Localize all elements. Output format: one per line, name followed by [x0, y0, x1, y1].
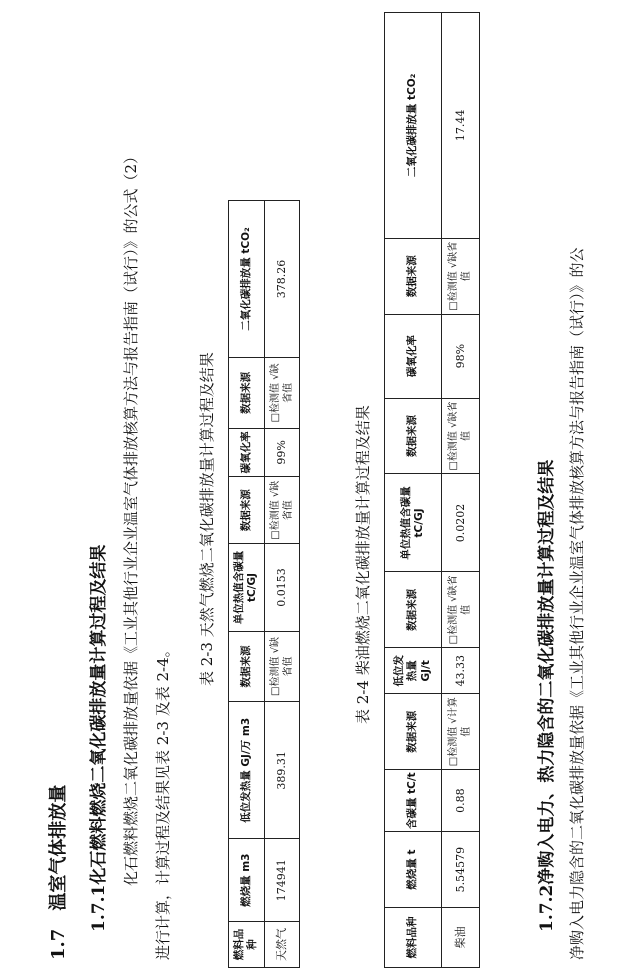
- table-cell: □检测值 √计算值: [441, 694, 479, 770]
- table-cell: □检测值 √缺省值: [264, 358, 299, 429]
- header-cell: 单位热值含碳量 tC/GJ: [229, 544, 265, 631]
- table-caption-natural-gas: 表 2-3 天然气燃烧二氧化碳排放量计算过程及结果: [198, 352, 216, 686]
- table-cell: □检测值 √缺省值: [441, 238, 479, 314]
- header-cell: 燃烧量 m3: [229, 839, 265, 922]
- diesel-emission-table: [384, 12, 480, 968]
- table-header-row: [229, 201, 265, 968]
- table-cell: □检测值 √缺省值: [441, 398, 479, 474]
- header-cell: 燃烧量 t: [385, 832, 442, 908]
- header-cell: 碳氧化率: [385, 314, 442, 398]
- table-cell: 98%: [441, 314, 479, 398]
- table-cell: 43.33: [441, 648, 479, 694]
- table-cell: 174941: [264, 839, 299, 922]
- paragraph-electricity: 净购入电力隐含的二氧化碳排放量依据《工业其他行业企业温室气体排放核算方法与报告指南（试行）》的公: [568, 247, 586, 960]
- table-caption-diesel: 表 2-4 柴油燃烧二氧化碳排放量计算过程及结果: [354, 405, 372, 724]
- table-cell: □检测值 √缺省值: [264, 631, 299, 702]
- header-cell: 燃料品种: [385, 908, 442, 968]
- table-cell: 5.54579: [441, 832, 479, 908]
- paragraph-line-1: 化石燃料燃烧二氧化碳排放量依据《工业其他行业企业温室气体排放核算方法与报告指南（试行）》的公式（2）: [122, 148, 140, 886]
- header-cell: 二氧化碳排放量 tCO₂: [229, 201, 265, 358]
- table-cell: 0.0202: [441, 474, 479, 572]
- header-cell: 数据来源: [385, 572, 442, 648]
- table-row: [264, 201, 299, 968]
- subsection-heading-electricity: 1.7.2净购入电力、热力隐含的二氧化碳排放量计算过程及结果: [537, 459, 557, 932]
- header-cell: 燃料品种: [229, 922, 265, 968]
- header-cell: 数据来源: [229, 476, 265, 543]
- table-cell: 389.31: [264, 702, 299, 839]
- header-cell: 数据来源: [385, 398, 442, 474]
- table-cell: □检测值 √缺省值: [441, 572, 479, 648]
- subsection-heading-fossil: 1.7.1化石燃料燃烧二氧化碳排放量计算过程及结果: [89, 544, 109, 932]
- header-cell: 数据来源: [229, 631, 265, 702]
- table-cell: 378.26: [264, 201, 299, 358]
- table-cell: 0.88: [441, 770, 479, 832]
- section-heading: 1.7 温室气体排放量: [48, 784, 69, 960]
- header-cell: 数据来源: [229, 358, 265, 429]
- table-cell: 0.0153: [264, 544, 299, 631]
- header-cell: 低位发热量 GJ/t: [385, 648, 442, 694]
- header-cell: 碳氧化率: [229, 428, 265, 476]
- header-cell: 数据来源: [385, 694, 442, 770]
- header-cell: 含碳量 tC/t: [385, 770, 442, 832]
- header-cell: 单位热值含碳量 tC/GJ: [385, 474, 442, 572]
- table-row: [441, 13, 479, 968]
- table-cell: 99%: [264, 428, 299, 476]
- header-cell: 二氧化碳排放量 tCO₂: [385, 13, 442, 239]
- header-cell: 数据来源: [385, 238, 442, 314]
- table-cell: 17.44: [441, 13, 479, 239]
- natural-gas-emission-table: [228, 200, 300, 968]
- paragraph-line-2: 进行计算，计算过程及结果见表 2-3 及表 2-4。: [154, 642, 172, 960]
- table-header-row: [385, 13, 442, 968]
- table-cell: 天然气: [264, 922, 299, 968]
- header-cell: 低位发热量 GJ/万 m3: [229, 702, 265, 839]
- table-cell: □检测值 √缺省值: [264, 476, 299, 543]
- table-cell: 柴油: [441, 908, 479, 968]
